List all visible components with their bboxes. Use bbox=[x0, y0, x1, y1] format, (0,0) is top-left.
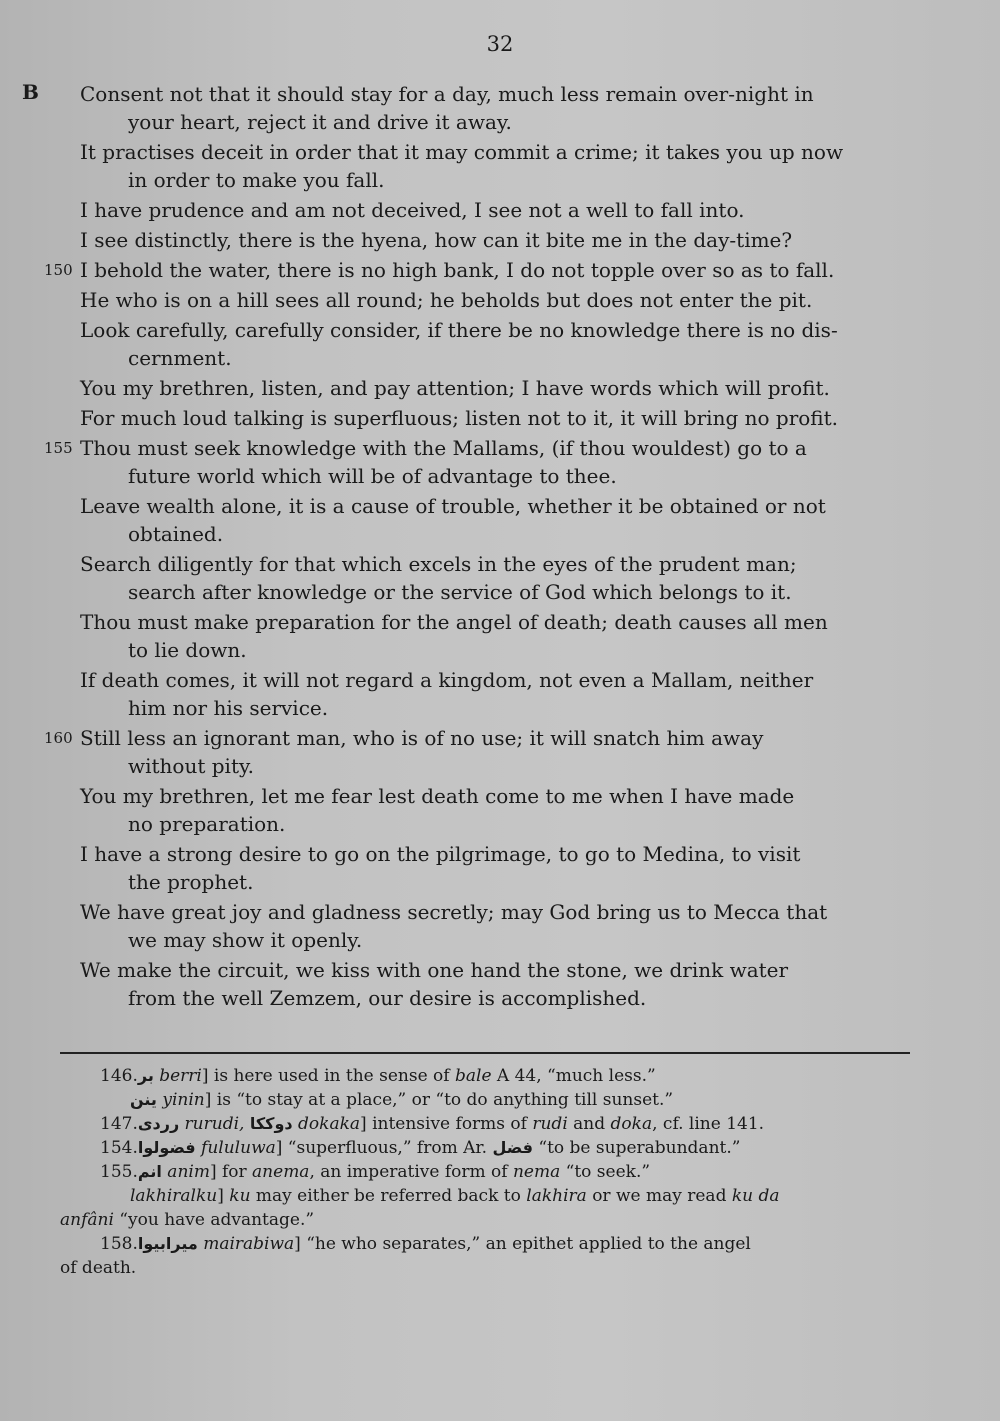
italic-term: berri bbox=[153, 1066, 202, 1086]
verse-line: Still less an ignorant man, who is of no use; it will snatch him away bbox=[80, 726, 764, 750]
verse-continuation: search after knowledge or the service of God which belongs to it. bbox=[128, 580, 792, 604]
footnote-number: 158. bbox=[100, 1234, 138, 1254]
verse bbox=[80, 608, 925, 664]
verse bbox=[80, 138, 925, 194]
footnote-text: ] bbox=[217, 1186, 230, 1206]
verse-list bbox=[44, 80, 925, 1014]
footnote-text: ] is “to stay at a place,” or “to do anything till sunset.” bbox=[204, 1090, 674, 1110]
verse-line: You my brethren, listen, and pay attention; I have words which will profit. bbox=[80, 376, 830, 400]
verse-continuation: to lie down. bbox=[128, 638, 247, 662]
footnote-text: ] is here used in the sense of bbox=[201, 1066, 455, 1086]
footnote-text: and bbox=[567, 1114, 611, 1134]
footnote-text: , an imperative form of bbox=[309, 1162, 513, 1182]
footnote bbox=[60, 1064, 910, 1088]
italic-term: dokaka bbox=[292, 1114, 361, 1134]
verse-line: I see distinctly, there is the hyena, how can it bite me in the day-time? bbox=[80, 228, 793, 252]
italic-term: lakhiralku bbox=[130, 1186, 218, 1206]
verse-continuation: no preparation. bbox=[128, 812, 286, 836]
footnote bbox=[60, 1256, 910, 1280]
verse bbox=[80, 286, 925, 314]
footnote-number: 146. bbox=[100, 1066, 138, 1086]
verse-line: Consent not that it should stay for a day, much less remain over-night in bbox=[80, 82, 814, 106]
page-number: 32 bbox=[486, 32, 514, 56]
verse bbox=[80, 80, 925, 136]
footnote bbox=[60, 1136, 910, 1160]
italic-term: nema bbox=[512, 1162, 561, 1182]
arabic-term: بر bbox=[137, 1066, 154, 1085]
verse bbox=[80, 374, 925, 402]
line-number: 150 bbox=[44, 261, 73, 279]
arabic-term: رردى bbox=[137, 1114, 180, 1133]
italic-term: rudi bbox=[532, 1114, 568, 1134]
verse-continuation: without pity. bbox=[128, 754, 254, 778]
footnote-number: 154. bbox=[100, 1138, 138, 1158]
italic-term: ku bbox=[229, 1186, 251, 1206]
italic-term: doka bbox=[610, 1114, 653, 1134]
italic-term: ku da bbox=[731, 1186, 780, 1206]
verse bbox=[80, 840, 925, 896]
verse-line: We make the circuit, we kiss with one hand the stone, we drink water bbox=[80, 958, 789, 982]
verse-line: Thou must seek knowledge with the Mallams, (if thou wouldest) go to a bbox=[80, 436, 807, 460]
verse-continuation: your heart, reject it and drive it away. bbox=[128, 110, 512, 134]
footnote-text: ] for bbox=[209, 1162, 253, 1182]
verse bbox=[80, 898, 925, 954]
verse-continuation: him nor his service. bbox=[128, 696, 329, 720]
footnote-text: , cf. line 141. bbox=[652, 1114, 765, 1134]
italic-term: mairabiwa bbox=[197, 1234, 295, 1254]
italic-term: fululuwa bbox=[195, 1138, 276, 1158]
italic-term: lakhira bbox=[526, 1186, 587, 1206]
arabic-term: ينن bbox=[130, 1090, 157, 1109]
footnote-text: “you have advantage.” bbox=[113, 1210, 315, 1230]
italic-term: anema bbox=[252, 1162, 310, 1182]
verse-line: It practises deceit in order that it may commit a crime; it takes you up now bbox=[80, 140, 844, 164]
verse-line: You my brethren, let me fear lest death come to me when I have made bbox=[80, 784, 795, 808]
verse-line: Look carefully, carefully consider, if there be no knowledge there is no dis- bbox=[80, 318, 838, 342]
footnote-text: ] “he who separates,” an epithet applied to the angel bbox=[294, 1234, 751, 1254]
verse bbox=[80, 196, 925, 224]
footnote-text: “to be superabundant.” bbox=[532, 1138, 741, 1158]
footnote bbox=[60, 1088, 910, 1112]
verse bbox=[44, 724, 925, 780]
verse bbox=[80, 782, 925, 838]
verse-continuation: in order to make you fall. bbox=[128, 168, 385, 192]
verse bbox=[80, 550, 925, 606]
verse bbox=[80, 956, 925, 1012]
verse-continuation: from the well Zemzem, our desire is accomplished. bbox=[128, 986, 647, 1010]
arabic-term: ميرابيوا bbox=[137, 1234, 198, 1253]
line-number: 155 bbox=[44, 439, 73, 457]
verse-continuation: the prophet. bbox=[128, 870, 254, 894]
footnote-text: or we may read bbox=[586, 1186, 732, 1206]
verse-line: If death comes, it will not regard a kingdom, not even a Mallam, neither bbox=[80, 668, 814, 692]
verse bbox=[80, 404, 925, 432]
verse-line: He who is on a hill sees all round; he beholds but does not enter the pit. bbox=[80, 288, 813, 312]
footnote bbox=[60, 1112, 910, 1136]
verse-continuation: obtained. bbox=[128, 522, 224, 546]
footnote bbox=[60, 1232, 910, 1256]
footnote-number: 155. bbox=[100, 1162, 138, 1182]
verse-line: I have a strong desire to go on the pilgrimage, to go to Medina, to visit bbox=[80, 842, 801, 866]
italic-term: yinin bbox=[156, 1090, 205, 1110]
footnotes bbox=[60, 1064, 910, 1280]
section-mark: B bbox=[22, 80, 39, 104]
verse-continuation: cernment. bbox=[128, 346, 232, 370]
verse-line: For much loud talking is superfluous; listen not to it, it will bring no profit. bbox=[80, 406, 839, 430]
footnote-divider bbox=[60, 1052, 910, 1054]
footnote-number: 147. bbox=[100, 1114, 138, 1134]
italic-term: rurudi, bbox=[179, 1114, 250, 1134]
footnote-text: “to seek.” bbox=[560, 1162, 651, 1182]
verse bbox=[44, 434, 925, 490]
footnote-text: of death. bbox=[60, 1258, 137, 1278]
verse-line: I behold the water, there is no high bank, I do not topple over so as to fall. bbox=[80, 258, 835, 282]
verse bbox=[80, 316, 925, 372]
footnote bbox=[60, 1184, 910, 1208]
italic-term: bale bbox=[454, 1066, 492, 1086]
verse-line: I have prudence and am not deceived, I see not a well to fall into. bbox=[80, 198, 745, 222]
verse-continuation: we may show it openly. bbox=[128, 928, 363, 952]
footnote bbox=[60, 1208, 910, 1232]
verse bbox=[80, 226, 925, 254]
footnote bbox=[60, 1160, 910, 1184]
footnote-text: ] intensive forms of bbox=[360, 1114, 533, 1134]
verse-line: Thou must make preparation for the angel of death; death causes all men bbox=[80, 610, 828, 634]
verse-line: We have great joy and gladness secretly; may God bring us to Mecca that bbox=[80, 900, 828, 924]
italic-term: anim bbox=[161, 1162, 210, 1182]
italic-term: anfâni bbox=[60, 1210, 114, 1230]
verse bbox=[44, 256, 925, 284]
verse bbox=[80, 666, 925, 722]
arabic-term: فضل bbox=[492, 1138, 533, 1157]
arabic-term: دوككا bbox=[249, 1114, 293, 1133]
footnote-text: may either be referred back to bbox=[250, 1186, 527, 1206]
arabic-term: فضولوا bbox=[137, 1138, 196, 1157]
arabic-term: انم bbox=[137, 1162, 162, 1181]
verse-line: Leave wealth alone, it is a cause of trouble, whether it be obtained or not bbox=[80, 494, 826, 518]
verse-line: Search diligently for that which excels in the eyes of the prudent man; bbox=[80, 552, 797, 576]
line-number: 160 bbox=[44, 729, 73, 747]
footnote-text: ] “superfluous,” from Ar. bbox=[275, 1138, 493, 1158]
footnote-text: A 44, “much less.” bbox=[491, 1066, 656, 1086]
verse bbox=[80, 492, 925, 548]
verse-continuation: future world which will be of advantage to thee. bbox=[128, 464, 617, 488]
